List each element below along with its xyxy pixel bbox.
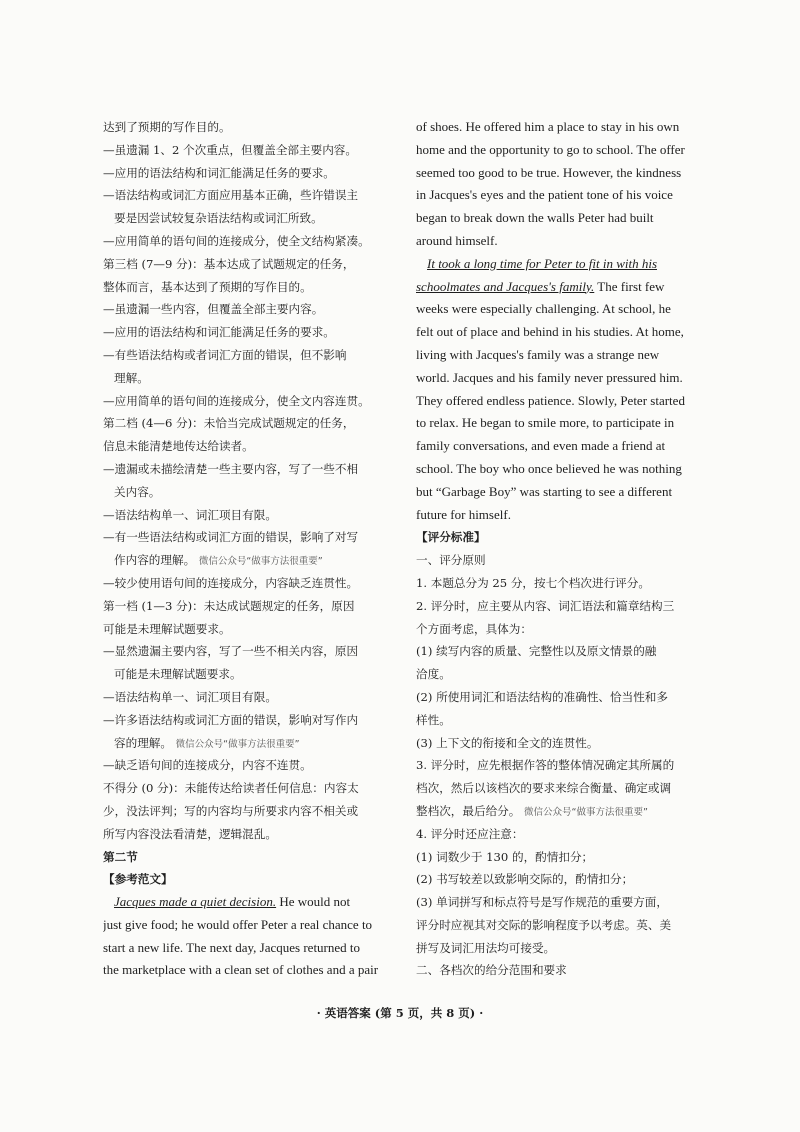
right-column-line <box>416 207 700 230</box>
line-text: (1) 续写内容的质量、完整性以及原文情景的融 <box>416 644 657 659</box>
line-text: 容的理解。 <box>114 735 172 750</box>
line-text: 拼写及词汇用法均可接受。 <box>416 940 556 955</box>
right-column-line <box>416 823 700 846</box>
line-text: —有些语法结构或者词汇方面的错误，但不影响 <box>103 347 347 362</box>
line-text: 少，没法评判；写的内容均与所要求内容不相关或 <box>103 803 359 818</box>
line-text: —语法结构单一、词汇项目有限。 <box>103 507 277 522</box>
line-text: 2. 评分时，应主要从内容、词汇语法和篇章结构三 <box>416 598 675 613</box>
right-column-line <box>416 846 700 869</box>
right-column-line <box>416 276 700 299</box>
right-column-line <box>416 800 700 823</box>
left-column-line <box>103 800 395 823</box>
line-text: weeks were especially challenging. At school, he <box>416 301 671 317</box>
line-text: —缺乏语句间的连接成分，内容不连贯。 <box>103 758 312 773</box>
right-column-line <box>416 572 700 595</box>
line-text: (3) 单词拼写和标点符号是写作规范的重要方面， <box>416 895 668 910</box>
line-text: 信息未能清楚地传达给读者。 <box>103 439 254 454</box>
left-column-line <box>103 618 395 641</box>
line-text: 【评分标准】 <box>416 530 486 545</box>
left-column <box>103 116 395 982</box>
line-text: 样性。 <box>416 712 451 727</box>
right-column-line <box>416 937 700 960</box>
right-column-line <box>416 253 700 276</box>
left-column-line <box>103 458 395 481</box>
line-text: (2) 所使用词汇和语法结构的准确性、恰当性和多 <box>416 689 668 704</box>
left-column-line <box>103 367 395 390</box>
left-column-line <box>103 663 395 686</box>
left-column-line <box>103 435 395 458</box>
line-text: —较少使用语句间的连接成分，内容缺乏连贯性。 <box>103 575 359 590</box>
line-text: 3. 评分时，应先根据作答的整体情况确定其所属的 <box>416 758 675 773</box>
right-column-line <box>416 162 700 185</box>
line-text: the marketplace with a clean set of clothes and a pair <box>103 962 379 978</box>
right-column-line <box>416 390 700 413</box>
right-column-line <box>416 298 700 321</box>
line-text: 二、各档次的给分范围和要求 <box>416 963 567 978</box>
left-column-line <box>103 937 395 960</box>
line-text: 一、评分原则 <box>416 553 486 568</box>
line-text: start a new life. The next day, Jacques returned to <box>103 939 361 955</box>
line-text: —许多语法结构或词汇方面的错误，影响对写作内 <box>103 712 359 727</box>
right-column-line <box>416 891 700 914</box>
line-text: 第二档 (4—6 分)：未恰当完成试题规定的任务， <box>103 416 355 431</box>
line-text: —有一些语法结构或词汇方面的错误，影响了对写 <box>103 530 359 545</box>
line-text: seemed too good to be true. However, the kindness <box>416 164 682 180</box>
line-text: (2) 书写较差以致影响交际的，酌情扣分； <box>416 872 634 887</box>
line-text: (3) 上下文的衔接和全文的连贯性。 <box>416 735 599 750</box>
right-column-line <box>416 367 700 390</box>
line-text: 可能是未理解试题要求。 <box>114 667 242 682</box>
line-text: of shoes. He offered him a place to stay in his own <box>416 119 680 134</box>
line-text: to relax. He began to smile more, to participate in <box>416 415 675 431</box>
line-text: 4. 评分时还应注意： <box>416 826 524 841</box>
line-text: —语法结构或词汇方面应用基本正确，些许错误主 <box>103 188 359 203</box>
right-column-line <box>416 549 700 572</box>
left-column-line <box>103 640 395 663</box>
line-text: around himself. <box>416 232 498 248</box>
right-column-line <box>416 709 700 732</box>
line-text: —遗漏或未描绘清楚一些主要内容，写了一些不相 <box>103 461 359 476</box>
right-column-line <box>416 321 700 344</box>
line-text: —应用简单的语句间的连接成分，使全文内容连贯。 <box>103 393 370 408</box>
line-text: —显然遗漏主要内容，写了一些不相关内容，原因 <box>103 644 359 659</box>
left-column-line <box>103 823 395 846</box>
line-text: 评分时应视其对交际的影响程度予以考虑。英、美 <box>416 917 672 932</box>
left-column-line <box>103 868 395 891</box>
line-text: 1. 本题总分为 25 分，按七个档次进行评分。 <box>416 575 650 590</box>
line-text: school. The boy who once believed he was nothing <box>416 460 682 476</box>
right-column-line <box>416 777 700 800</box>
left-column-line <box>103 139 395 162</box>
line-text: He would not <box>279 894 351 910</box>
watermark-text: 微信公众号“做事方法很重要” <box>198 556 323 568</box>
line-text: 作内容的理解。 <box>114 553 196 568</box>
right-column-line <box>416 732 700 755</box>
right-column-line <box>416 640 700 663</box>
watermark-text: 微信公众号“做事方法很重要” <box>524 806 648 818</box>
line-text: felt out of place and behind in his studies. At home, <box>416 324 684 340</box>
left-column-line <box>103 207 395 230</box>
underlined-phrase: schoolmates and Jacques's family. <box>416 278 595 294</box>
right-column-line <box>416 663 700 686</box>
right-column-line <box>416 504 700 527</box>
left-column-line <box>103 777 395 800</box>
right-column-line <box>416 754 700 777</box>
line-text: It took a long time for Peter to fit in with his <box>427 255 658 271</box>
line-text: 整体而言，基本达到了预期的写作目的。 <box>103 279 312 294</box>
right-column-line <box>416 116 700 139</box>
right-column-line <box>416 435 700 458</box>
line-text: but “Garbage Boy” was starting to see a different <box>416 483 673 499</box>
right-column-line <box>416 184 700 207</box>
right-column-line <box>416 139 700 162</box>
left-column-line <box>103 276 395 299</box>
line-text: just give food; he would offer Peter a real chance to <box>103 916 373 932</box>
line-text: They offered endless patience. Slowly, Peter started <box>416 392 685 408</box>
left-column-line <box>103 959 395 982</box>
left-column-line <box>103 412 395 435</box>
left-column-line <box>103 754 395 777</box>
line-text: The first few <box>597 278 665 294</box>
left-column-line <box>103 390 395 413</box>
line-text: —应用的语法结构和词汇能满足任务的要求。 <box>103 165 335 180</box>
line-text: 【参考范文】 <box>103 872 173 887</box>
left-column-line <box>103 116 395 139</box>
left-column-line <box>103 321 395 344</box>
line-text: 达到了预期的写作目的。 <box>103 120 231 134</box>
right-column-line <box>416 595 700 618</box>
line-text: —应用的语法结构和词汇能满足任务的要求。 <box>103 325 335 340</box>
page-footer: · 英语答案 (第 5 页，共 8 页) · <box>316 1006 484 1020</box>
right-column-line <box>416 230 700 253</box>
line-text: 理解。 <box>114 370 149 385</box>
line-text: 第三档 (7—9 分)：基本达成了试题规定的任务， <box>103 256 355 271</box>
left-column-line <box>103 732 395 755</box>
line-text: 第一档 (1—3 分)：未达成试题规定的任务，原因 <box>103 598 355 613</box>
line-text: —语法结构单一、词汇项目有限。 <box>103 689 277 704</box>
left-column-line <box>103 891 395 914</box>
right-column-line <box>416 481 700 504</box>
left-column-line <box>103 298 395 321</box>
right-column-line <box>416 412 700 435</box>
left-column-line <box>103 253 395 276</box>
right-column-line <box>416 458 700 481</box>
line-text: living with Jacques's family was a strange new <box>416 346 660 362</box>
line-text: 关内容。 <box>114 484 161 499</box>
left-column-line <box>103 184 395 207</box>
right-column <box>416 116 700 982</box>
line-text: 个方面考虑，具体为： <box>416 621 532 636</box>
line-text: —应用简单的语句间的连接成分，使全文结构紧凑。 <box>103 233 370 248</box>
left-column-line <box>103 595 395 618</box>
left-column-line <box>103 162 395 185</box>
right-column-line <box>416 344 700 367</box>
right-column-line <box>416 868 700 891</box>
line-text: 要是因尝试较复杂语法结构或词汇所致。 <box>114 211 323 226</box>
line-text: family conversations, and even made a friend at <box>416 438 666 454</box>
left-column-line <box>103 481 395 504</box>
line-text: 不得分 (0 分)：未能传达给读者任何信息：内容太 <box>103 781 359 796</box>
right-column-line <box>416 914 700 937</box>
line-text: 可能是未理解试题要求。 <box>103 621 231 636</box>
line-text: home and the opportunity to go to school. The offer <box>416 141 685 157</box>
line-text: —虽遗漏一些内容，但覆盖全部主要内容。 <box>103 302 324 317</box>
left-column-line <box>103 549 395 572</box>
right-column-line <box>416 686 700 709</box>
watermark-text: 微信公众号“做事方法很重要” <box>175 738 300 750</box>
right-column-line <box>416 959 700 982</box>
left-column-line <box>103 709 395 732</box>
left-column-line <box>103 914 395 937</box>
left-column-line <box>103 344 395 367</box>
line-text: 档次，然后以该档次的要求来综合衡量、确定或调 <box>416 781 672 796</box>
left-column-line <box>103 504 395 527</box>
line-text: —虽遗漏 1、2 个次重点，但覆盖全部主要内容。 <box>103 142 357 157</box>
line-text: in Jacques's eyes and the patient tone of his voice <box>416 187 673 203</box>
line-text: began to break down the walls Peter had built <box>416 210 654 226</box>
line-text: world. Jacques and his family never pressured him. <box>416 369 683 385</box>
line-text: 第二节 <box>103 849 138 864</box>
line-text: (1) 词数少于 130 的，酌情扣分； <box>416 849 594 864</box>
line-text: 洽度。 <box>416 667 451 682</box>
left-column-line <box>103 846 395 869</box>
right-column-line <box>416 526 700 549</box>
line-text: 所写内容没法看清楚，逻辑混乱。 <box>103 826 277 841</box>
right-column-line <box>416 618 700 641</box>
line-text: future for himself. <box>416 506 511 522</box>
left-column-line <box>103 572 395 595</box>
left-column-line <box>103 686 395 709</box>
left-column-line <box>103 526 395 549</box>
underlined-phrase: Jacques made a quiet decision. <box>114 894 277 910</box>
line-text: 整档次，最后给分。 <box>416 803 521 818</box>
left-column-line <box>103 230 395 253</box>
